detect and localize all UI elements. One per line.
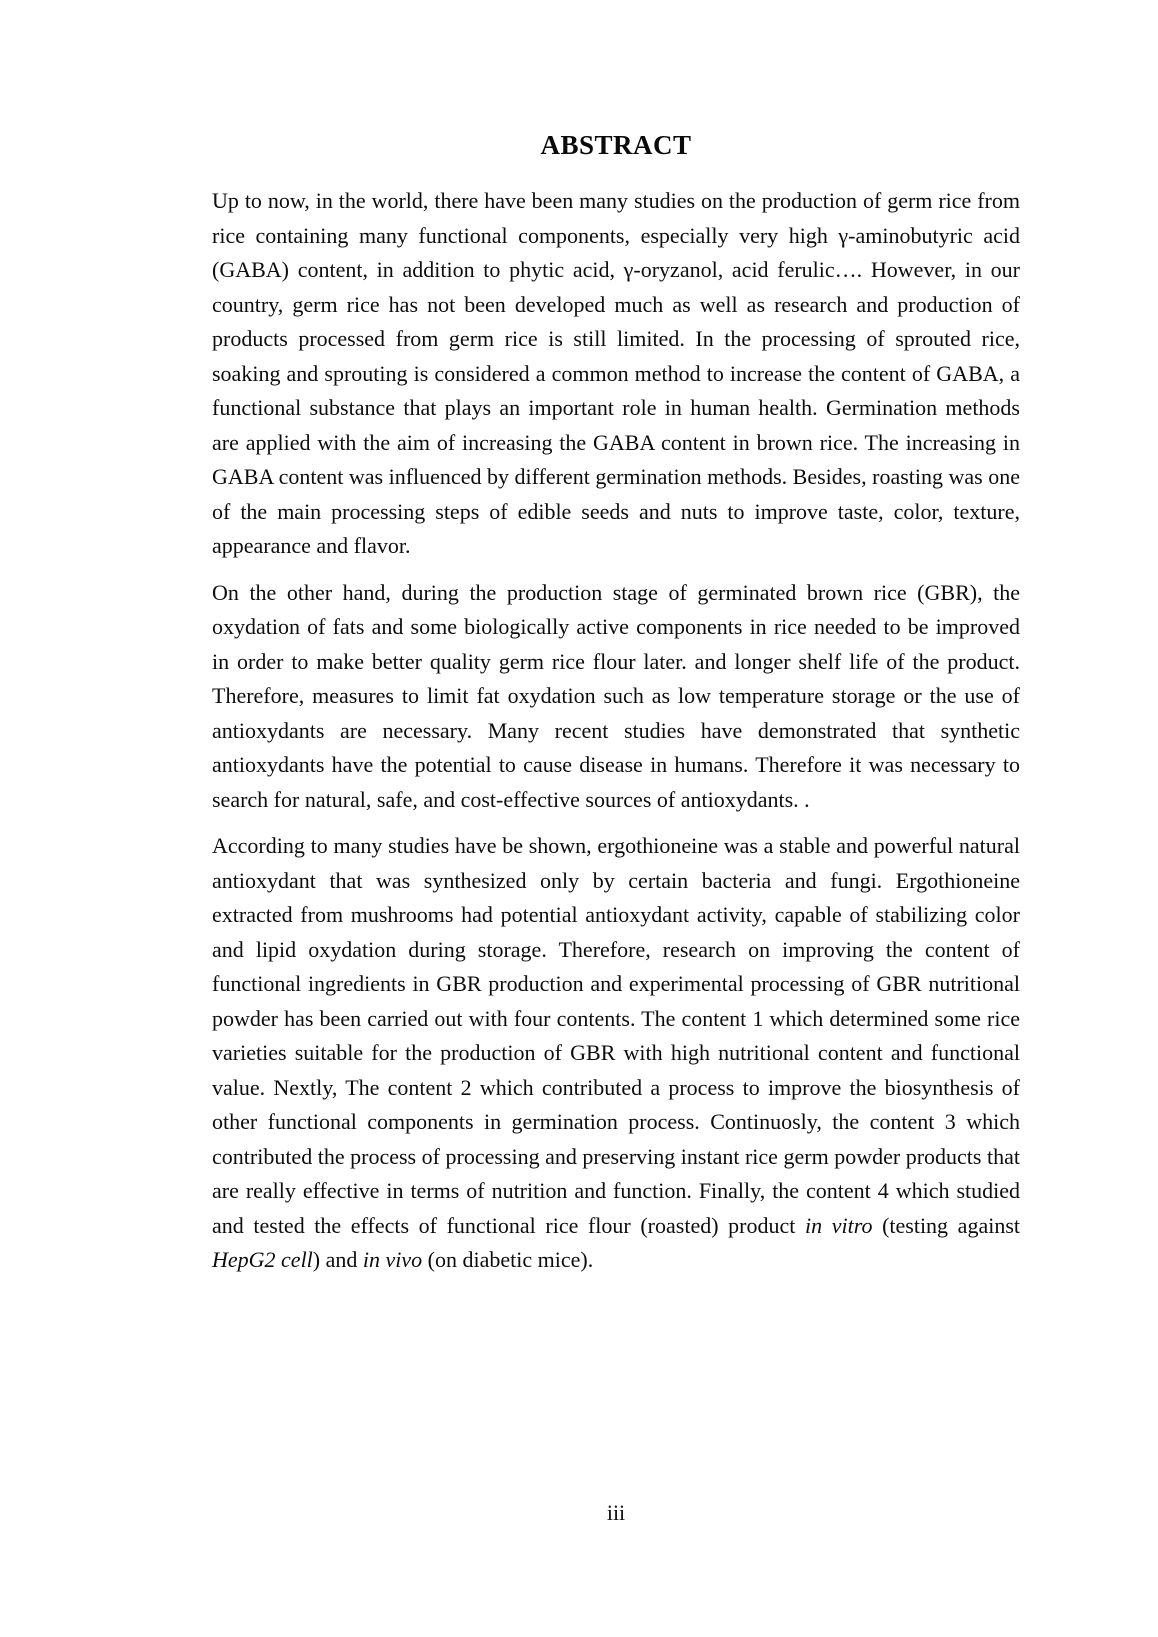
- text-segment: (on diabetic mice).: [422, 1247, 594, 1272]
- italic-text-segment-in-vivo: in vivo: [362, 1247, 423, 1272]
- abstract-paragraph-1: [212, 184, 1020, 564]
- text-segment: On the other hand, during the production stage of germinated brown rice (GBR), the oxydation of fats and some biologically active components in rice needed to be improved in order to make better quality germ rice flour later. and longer shelf life of the product. Therefore, measures to limit fat oxydation such as low temperature storage or the use of antioxydants are necessary. Many recent studies have demonstrated that synthetic antioxydants have the potential to cause disease in humans. Therefore it was necessary to search for natural, safe, and cost-effective sources of antioxydants. .: [212, 579, 1020, 812]
- italic-text-segment-hepg2-cell: HepG2 cell: [212, 1247, 313, 1272]
- text-segment: According to many studies have be shown, ergothioneine was a stable and powerful natural antioxydant that was synthesized only by certain bacteria and fungi. Ergothioneine extracted from mushrooms had potential antioxydant activity, capable of stabilizing color and lipid oxydation during storage. Therefore, research on improving the content of functional ingredients in GBR production and experimental processing of GBR nutritional powder has been carried out with four contents. The content 1 which determined some rice varieties suitable for the production of GBR with high nutritional content and functional value. Nextly, The content 2 which contributed a process to improve the biosynthesis of other functional components in germination process. Continuosly, the content 3 which contributed the process of processing and preserving instant rice germ powder products that are really effective in terms of nutrition and function. Finally, the content 4 which studied and tested the effects of functional rice flour (roasted) product: [212, 833, 1020, 1238]
- abstract-content: [212, 130, 1020, 1290]
- text-segment: (testing against: [872, 1212, 1020, 1238]
- abstract-title: ABSTRACT: [540, 130, 692, 160]
- page-number: iii: [606, 1500, 626, 1525]
- abstract-paragraph-2: [212, 576, 1020, 818]
- abstract-paragraph-3: [212, 829, 1020, 1278]
- italic-text-segment-in-vitro: in vitro: [804, 1212, 873, 1238]
- text-segment: ) and: [312, 1247, 363, 1272]
- text-segment: Up to now, in the world, there have been many studies on the production of germ rice from rice containing many functional components, especially very high γ-aminobutyric acid (GABA) content, in addition to phytic acid, γ-oryzanol, acid ferulic…. However, in our country, germ rice has not been developed much as well as research and production of products processed from germ rice is still limited. In the processing of sprouted rice, soaking and sprouting is considered a common method to increase the content of GABA, a functional substance that plays an important role in human health. Germination methods are applied with the aim of increasing the GABA content in brown rice. The increasing in GABA content was influenced by different germination methods. Besides, roasting was one of the main processing steps of edible seeds and nuts to improve taste, color, texture, appearance and flavor.: [212, 188, 1020, 558]
